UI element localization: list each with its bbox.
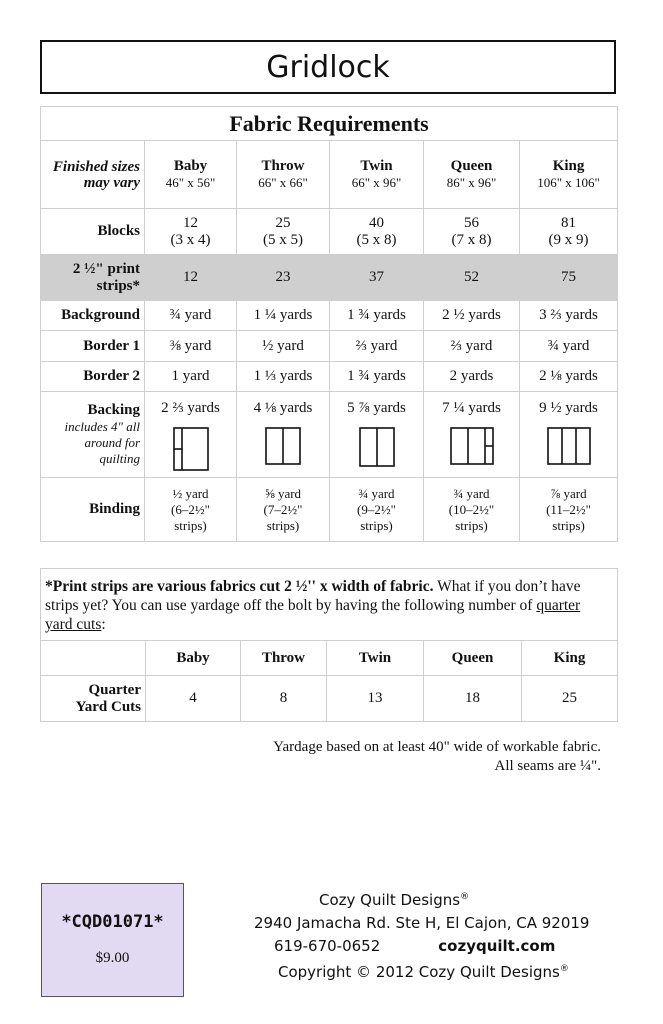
blocks-row: Blocks 12 (3 x 4) 25 (5 x 5) 40 (5 x 8) 56 (7 x 8) 81 (9 x 9) bbox=[41, 209, 618, 255]
backing-diagram-icon bbox=[359, 427, 395, 467]
backing-row: Backing includes 4" all around for quilting 2 ⅔ yards 4 ⅛ yards 5 ⅞ yards 7 ¼ yards 9 ½ yards bbox=[41, 392, 618, 478]
print-strips-note: *Print strips are various fabrics cut 2 ½'' x width of fabric. What if you don’t have strips yet? You can use yardage off the bolt by having the following number of quarter yard cuts: bbox=[41, 569, 618, 641]
quarter-values-row: Quarter Yard Cuts 4 8 13 18 25 bbox=[41, 676, 618, 722]
size-header-king: King 106" x 106" bbox=[520, 141, 618, 209]
company-website[interactable]: cozyquilt.com bbox=[438, 937, 556, 955]
border2-row: Border 2 1 yard 1 ⅓ yards 1 ¾ yards 2 yards 2 ⅛ yards bbox=[41, 362, 618, 392]
fabric-requirements-table bbox=[40, 106, 618, 542]
quarter-yard-table bbox=[40, 568, 618, 722]
backing-diagram-icon bbox=[547, 427, 591, 465]
backing-diagram-icon bbox=[450, 427, 494, 465]
border1-row: Border 1 ⅜ yard ½ yard ⅔ yard ⅔ yard ¾ yard bbox=[41, 331, 618, 362]
quarter-header-row: Baby Throw Twin Queen King bbox=[41, 641, 618, 676]
backing-diagram-icon bbox=[265, 427, 301, 465]
size-header-twin: Twin 66" x 96" bbox=[330, 141, 424, 209]
product-tag bbox=[41, 883, 184, 997]
pattern-title: Gridlock bbox=[266, 49, 390, 85]
company-phone: 619-670-0652 bbox=[274, 937, 381, 955]
yardage-footnote: Yardage based on at least 40" wide of workable fabric. All seams are ¼". bbox=[273, 739, 601, 774]
company-info: Cozy Quilt Designs® 2940 Jamacha Rd. Ste H, El Cajon, CA 92019 619-670-0652 cozyquilt.com Copyright © 2012 Cozy Quilt Designs® bbox=[234, 886, 594, 984]
copyright: Copyright © 2012 Cozy Quilt Designs bbox=[278, 963, 560, 981]
background-row: Background ¾ yard 1 ¼ yards 1 ¾ yards 2 ½ yards 3 ⅔ yards bbox=[41, 301, 618, 331]
print-strips-row: 2 ½" print strips* 12 23 37 52 75 bbox=[41, 255, 618, 301]
size-header-baby: Baby 46" x 56" bbox=[145, 141, 237, 209]
sku-code: *CQD01071* bbox=[61, 912, 164, 932]
size-header-queen: Queen 86" x 96" bbox=[424, 141, 520, 209]
company-name: Cozy Quilt Designs bbox=[319, 891, 461, 909]
binding-row: Binding ½ yard (6–2½" strips) ⅝ yard (7–2½" strips) ¾ yard (9–2½" strips) ¾ yard (10–2½" strips) ⅞ yard (11–2½" strips) bbox=[41, 478, 618, 542]
table-heading: Fabric Requirements bbox=[41, 107, 618, 141]
size-header-throw: Throw 66" x 66" bbox=[237, 141, 330, 209]
size-note: Finished sizes may vary bbox=[41, 141, 145, 209]
price: $9.00 bbox=[95, 950, 130, 966]
backing-diagram-icon bbox=[173, 427, 209, 471]
company-address: 2940 Jamacha Rd. Ste H, El Cajon, CA 92019 bbox=[254, 914, 590, 932]
title-box bbox=[40, 40, 616, 94]
